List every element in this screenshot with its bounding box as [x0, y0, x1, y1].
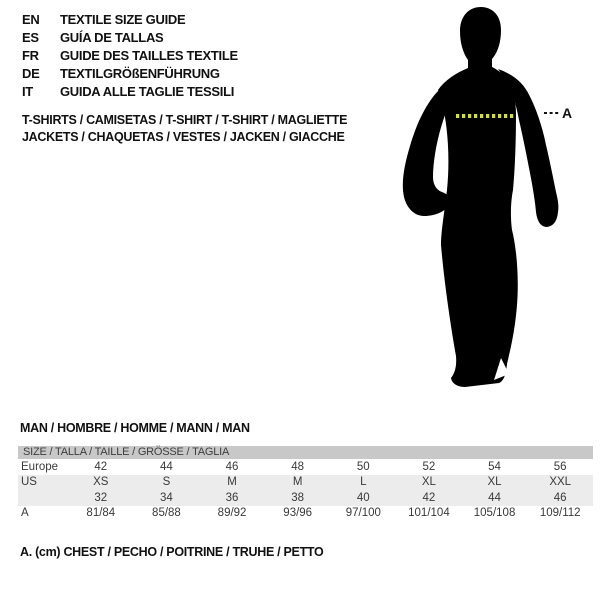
size-cell: 97/100	[345, 507, 381, 520]
size-cell: M	[227, 476, 237, 489]
table-row-a-chest	[18, 506, 593, 522]
size-cell: 85/88	[152, 507, 181, 520]
row-label: US	[21, 476, 37, 489]
language-guide-list	[22, 11, 238, 101]
language-code: FR	[22, 48, 39, 63]
table-row-europe	[18, 459, 593, 475]
garment-categories	[22, 112, 347, 146]
size-cell: 81/84	[86, 507, 116, 520]
language-code: IT	[22, 84, 33, 99]
language-row-fr	[22, 47, 238, 65]
size-cell: 44	[160, 460, 173, 473]
language-row-es	[22, 29, 238, 47]
language-row-de	[22, 65, 238, 83]
language-code: DE	[22, 66, 40, 81]
size-cell: 38	[291, 491, 305, 504]
language-code: ES	[22, 30, 39, 45]
size-cell: 50	[356, 460, 370, 473]
man-silhouette-body	[438, 7, 518, 387]
size-cell: 44	[488, 491, 501, 504]
size-cell: XL	[487, 476, 502, 489]
size-cell: 56	[553, 460, 567, 473]
language-title: TEXTILE SIZE GUIDE	[60, 12, 186, 27]
row-label: Europe	[21, 460, 59, 473]
size-cell: 46	[225, 460, 239, 473]
row-label: A	[21, 507, 29, 520]
language-title: GUIDE DES TAILLES TEXTILE	[60, 48, 238, 63]
language-title: TEXTILGRÖßENFÜHRUNG	[60, 66, 220, 81]
category-line-jackets: JACKETS / CHAQUETAS / VESTES / JACKEN / GIACCHE	[22, 130, 345, 144]
table-row-numeric	[18, 490, 593, 506]
size-cell: 89/92	[217, 507, 247, 520]
size-cell: 32	[94, 491, 108, 504]
size-cell: 105/108	[473, 507, 516, 520]
size-cell: XXL	[549, 476, 572, 489]
size-cell: L	[360, 476, 367, 489]
size-cell: 34	[160, 491, 173, 504]
language-row-en	[22, 11, 238, 29]
size-cell: 42	[422, 491, 436, 504]
man-silhouette-left-arm	[403, 82, 452, 216]
size-cell: XS	[93, 476, 109, 489]
size-cell: 36	[225, 491, 239, 504]
language-title: GUIDA ALLE TAGLIE TESSILI	[60, 84, 235, 99]
measurement-footnote: A. (cm) CHEST / PECHO / POITRINE / TRUHE / PETTO	[20, 545, 324, 559]
category-line-tshirts: T-SHIRTS / CAMISETAS / T-SHIRT / T-SHIRT / MAGLIETTE	[22, 113, 348, 127]
size-cell: XL	[421, 476, 436, 489]
size-cell: 101/104	[408, 507, 450, 520]
size-cell: 46	[553, 491, 567, 504]
language-title: GUÍA DE TALLAS	[60, 30, 164, 45]
measurement-a-label: A	[562, 105, 572, 121]
size-cell: 52	[422, 460, 436, 473]
size-cell: 40	[356, 491, 370, 504]
language-row-it	[22, 83, 238, 101]
man-silhouette-figure	[395, 0, 600, 400]
size-cell: 93/96	[283, 507, 313, 520]
size-table-header: SIZE / TALLA / TAILLE / GRÖSSE / TAGLIA	[18, 446, 593, 459]
size-cell: M	[292, 476, 303, 489]
size-cell: 42	[94, 460, 108, 473]
gender-section-title: MAN / HOMBRE / HOMME / MANN / MAN	[20, 421, 250, 435]
table-row-us	[18, 475, 593, 491]
size-table	[18, 446, 593, 521]
size-cell: S	[162, 476, 171, 489]
size-cell: 54	[488, 460, 501, 473]
model-figure	[395, 0, 600, 400]
size-cell: 109/112	[539, 507, 581, 520]
size-cell: 48	[291, 460, 305, 473]
language-code: EN	[22, 12, 40, 27]
